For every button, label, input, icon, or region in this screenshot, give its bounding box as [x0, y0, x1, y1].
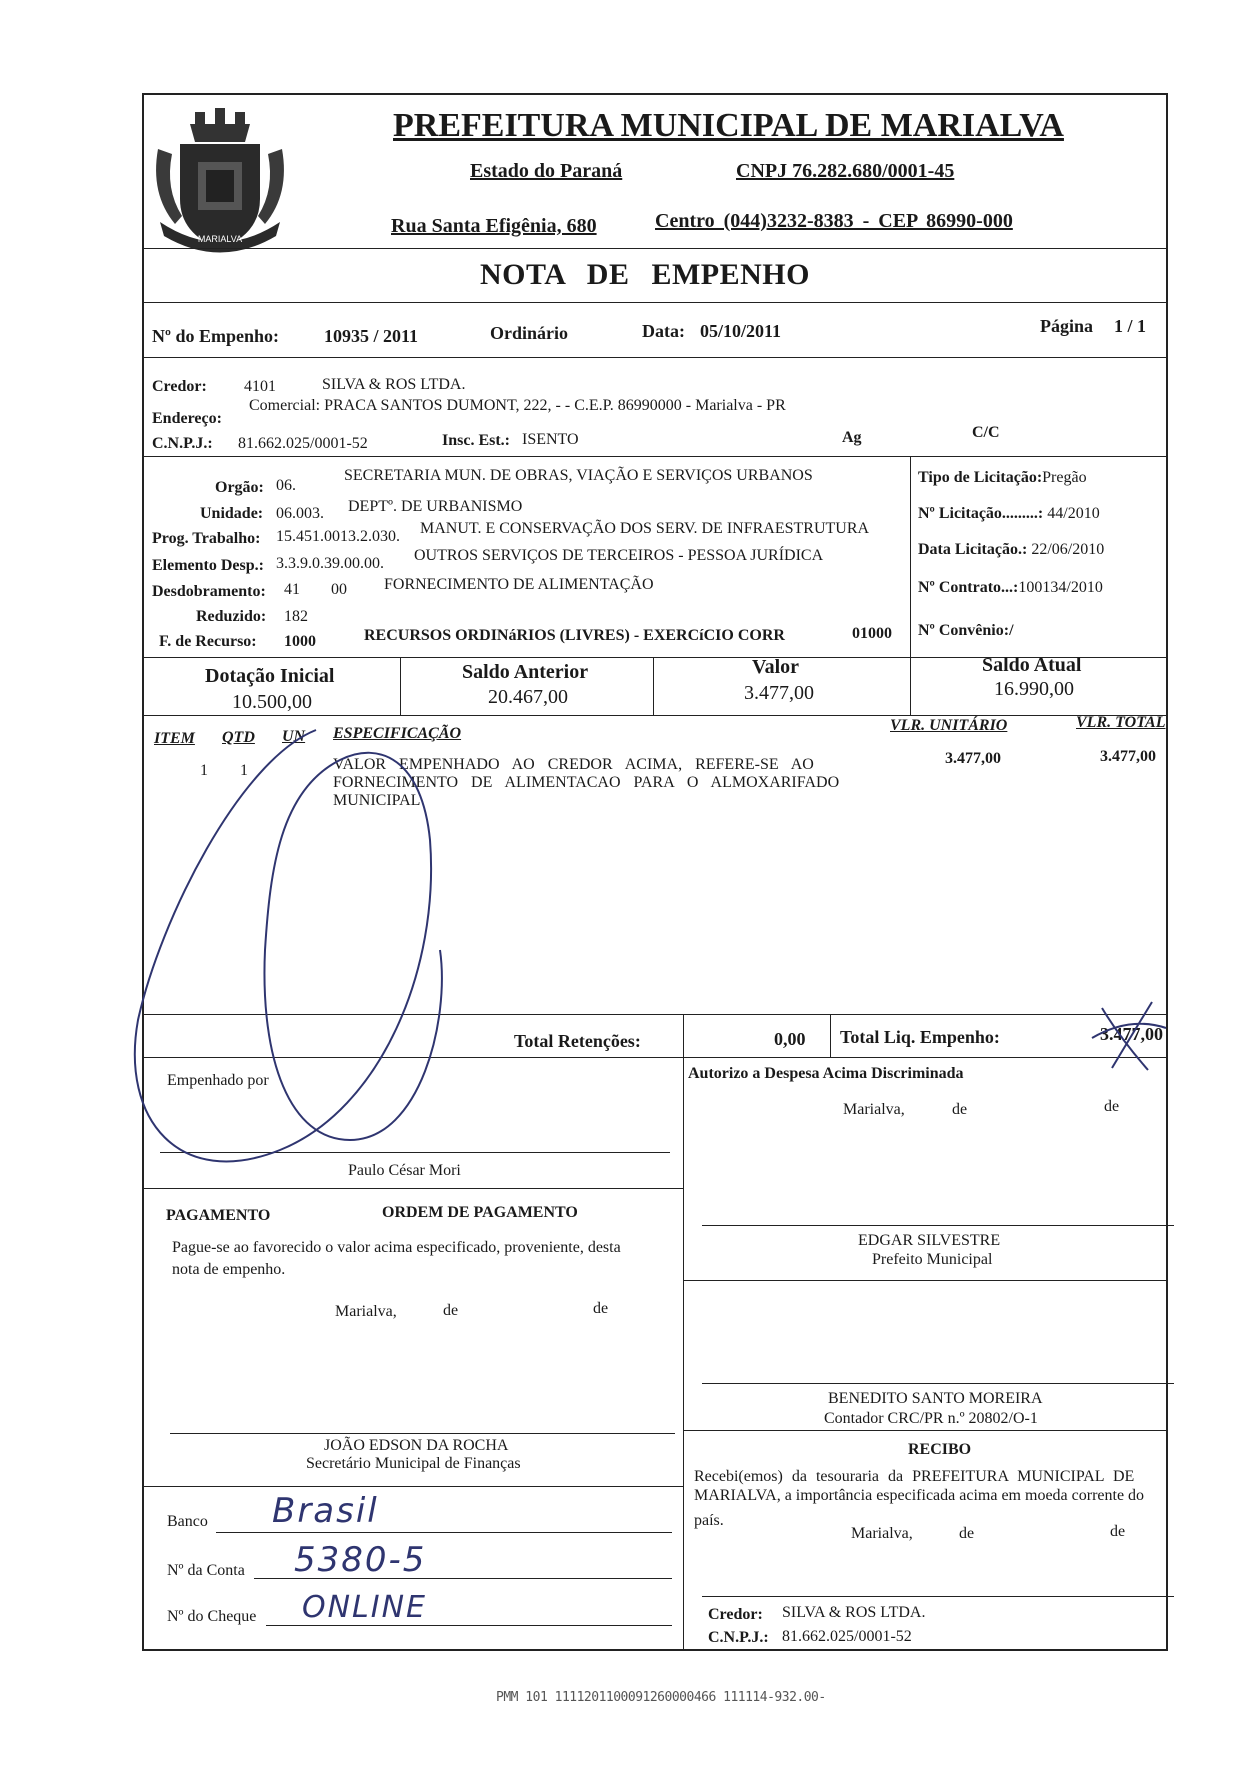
conta-value: 5380-5 — [294, 1540, 427, 1580]
recibo-cnpj-value: 81.662.025/0001-52 — [782, 1628, 912, 1645]
col-un: UN — [282, 728, 306, 745]
recibo-de-1: de — [959, 1525, 975, 1542]
liq-label: Total Liq. Empenho: — [840, 1027, 1000, 1047]
autorizo-de-1: de — [952, 1101, 968, 1118]
credor-label: Credor: — [152, 378, 207, 395]
recurso-label: F. de Recurso: — [159, 633, 257, 650]
credor-code: 4101 — [244, 378, 276, 395]
signature-scribble — [120, 720, 680, 1180]
ordem-pagamento-label: ORDEM DE PAGAMENTO — [382, 1204, 578, 1221]
desdobramento-sub: 00 — [331, 581, 347, 598]
cheque-value: ONLINE — [302, 1590, 428, 1625]
banco-value: Brasil — [272, 1491, 379, 1531]
banco-label: Banco — [167, 1513, 208, 1530]
org-address: Centro (044)3232-8383 - CEP 86990-000 — [655, 210, 1013, 232]
prefeito-name: EDGAR SILVESTRE — [858, 1232, 1001, 1249]
recibo-line-3: país. — [694, 1512, 724, 1529]
orgao-label: Orgão: — [215, 479, 264, 496]
item-desc-3: MUNICIPAL — [333, 792, 421, 809]
prog-desc: MANUT. E CONSERVAÇÃO DOS SERV. DE INFRAESTRUTURA — [420, 520, 870, 537]
liq-value: 3.477,00 — [1100, 1024, 1163, 1044]
item-vlr-unit: 3.477,00 — [945, 750, 1001, 767]
recibo-credor-label: Credor: — [708, 1606, 763, 1623]
recibo-title: RECIBO — [908, 1441, 972, 1458]
endereco-label: Endereço: — [152, 410, 222, 427]
col-espec: ESPECIFICAÇÃO — [333, 725, 462, 742]
item-vlr-total: 3.477,00 — [1100, 748, 1156, 765]
empenhado-label: Empenhado por — [167, 1072, 269, 1089]
desdobramento-desc: FORNECIMENTO DE ALIMENTAÇÃO — [384, 576, 654, 593]
pagamento-de-2: de — [593, 1300, 609, 1317]
coat-of-arms-logo — [150, 104, 290, 262]
saldo-anterior-value: 20.467,00 — [488, 686, 568, 708]
licitacao-number-label: Nº Licitação.........: 44/2010 — [918, 505, 1100, 522]
org-street: Rua Santa Efigênia, 680 — [391, 215, 597, 237]
pagamento-de-1: de — [443, 1302, 459, 1319]
endereco-value: Comercial: PRACA SANTOS DUMONT, 222, - - C.E.P. 86990000 - Marialva - PR — [249, 397, 786, 414]
reduzido-label: Reduzido: — [196, 608, 267, 625]
empenho-number: 10935 / 2011 — [324, 326, 419, 346]
prog-label: Prog. Trabalho: — [152, 530, 261, 547]
unidade-desc: DEPTº. DE URBANISMO — [348, 498, 523, 515]
item-qtd: 1 — [240, 762, 248, 779]
pagamento-label: PAGAMENTO — [166, 1207, 271, 1224]
date-label: Data: — [642, 321, 685, 341]
doc-title: NOTA DE EMPENHO — [480, 258, 810, 291]
recibo-line-2: MARIALVA, a importância especificada acima em moeda corrente do — [694, 1487, 1145, 1504]
valor-label: Valor — [752, 656, 800, 678]
recurso-code: 01000 — [852, 625, 892, 642]
ag-label: Ag — [842, 429, 862, 446]
orgao-desc: SECRETARIA MUN. DE OBRAS, VIAÇÃO E SERVIÇOS URBANOS — [344, 467, 813, 484]
dotacao-value: 10.500,00 — [232, 691, 312, 713]
empenhado-name: Paulo César Mori — [348, 1162, 461, 1179]
saldo-atual-value: 16.990,00 — [994, 678, 1074, 700]
recibo-city: Marialva, — [851, 1525, 913, 1542]
autorizo-city: Marialva, — [843, 1101, 905, 1118]
page-label: Página — [1040, 316, 1094, 336]
item-desc-1: VALOR EMPENHADO AO CREDOR ACIMA, REFERE-SE AO — [333, 756, 814, 773]
contador-title: Contador CRC/PR n.º 20802/O-1 — [824, 1410, 1038, 1427]
licitacao-type-label: Tipo de Licitação:Pregão — [918, 469, 1087, 486]
unidade-label: Unidade: — [200, 505, 264, 522]
insc-label: Insc. Est.: — [442, 432, 511, 449]
recurso-desc: RECURSOS ORDINáRIOS (LIVRES) - EXERCíCIO CORR — [364, 627, 785, 644]
org-cnpj: CNPJ 76.282.680/0001-45 — [736, 160, 955, 182]
dotacao-label: Dotação Inicial — [205, 665, 335, 687]
prefeito-title: Prefeito Municipal — [872, 1251, 993, 1268]
desdobramento-label: Desdobramento: — [152, 583, 266, 600]
pagamento-text-2: nota de empenho. — [172, 1261, 286, 1278]
col-qtd: QTD — [222, 729, 255, 746]
contrato-label: Nº Contrato...:100134/2010 — [918, 579, 1103, 596]
recibo-credor-value: SILVA & ROS LTDA. — [782, 1604, 926, 1621]
autorizo-de-2: de — [1104, 1098, 1120, 1115]
licitacao-date-label: Data Licitação.: 22/06/2010 — [918, 541, 1105, 558]
cc-label: C/C — [972, 424, 1000, 441]
recibo-line-1: Recebi(emos) da tesouraria da PREFEITURA MUNICIPAL DE — [694, 1468, 1135, 1485]
elemento-desc: OUTROS SERVIÇOS DE TERCEIROS - PESSOA JURÍDICA — [414, 547, 824, 564]
valor-value: 3.477,00 — [744, 682, 814, 704]
footer-code: PMM 101 1111201100091260000466 111114-932.00- — [496, 1690, 826, 1705]
item-desc-2: FORNECIMENTO DE ALIMENTACAO PARA O ALMOXARIFADO — [333, 774, 840, 791]
empenho-type: Ordinário — [490, 323, 569, 343]
convenio-label: Nº Convênio:/ — [918, 622, 1014, 639]
col-vlr-total: VLR. TOTAL — [1076, 714, 1166, 731]
orgao-value: 06. — [276, 477, 296, 494]
contador-name: BENEDITO SANTO MOREIRA — [828, 1390, 1043, 1407]
saldo-atual-label: Saldo Atual — [982, 654, 1082, 676]
desdobramento-value: 41 — [284, 581, 300, 598]
cnpj-value: 81.662.025/0001-52 — [238, 435, 368, 452]
recibo-de-2: de — [1110, 1523, 1126, 1540]
col-vlr-unit: VLR. UNITÁRIO — [890, 717, 1008, 734]
cheque-label: Nº do Cheque — [167, 1608, 257, 1625]
date-value: 05/10/2011 — [700, 321, 782, 341]
saldo-anterior-label: Saldo Anterior — [462, 661, 589, 683]
secretario-name: JOÃO EDSON DA ROCHA — [324, 1437, 509, 1454]
seal-text: MARIALVA — [197, 234, 243, 244]
check-mark-scribble — [1090, 998, 1170, 1078]
pagamento-city: Marialva, — [335, 1303, 397, 1320]
insc-value: ISENTO — [522, 431, 579, 448]
empenho-label: Nº do Empenho: — [152, 326, 279, 346]
col-item: ITEM — [154, 730, 195, 747]
recurso-value: 1000 — [284, 633, 316, 650]
pagamento-text-1: Pague-se ao favorecido o valor acima especificado, proveniente, desta — [172, 1239, 621, 1256]
org-title: PREFEITURA MUNICIPAL DE MARIALVA — [393, 107, 1064, 144]
retencoes-value: 0,00 — [774, 1029, 806, 1049]
unidade-value: 06.003. — [276, 505, 324, 522]
reduzido-value: 182 — [284, 608, 308, 625]
recibo-cnpj-label: C.N.P.J.: — [708, 1629, 769, 1646]
retencoes-label: Total Retenções: — [514, 1031, 641, 1051]
credor-name: SILVA & ROS LTDA. — [322, 376, 466, 393]
item-number: 1 — [200, 762, 208, 779]
secretario-title: Secretário Municipal de Finanças — [306, 1455, 521, 1472]
state-name: Estado do Paraná — [470, 160, 623, 182]
cnpj-label: C.N.P.J.: — [152, 435, 213, 452]
prog-value: 15.451.0013.2.030. — [276, 528, 400, 545]
elemento-label: Elemento Desp.: — [152, 557, 264, 574]
autorizo-label: Autorizo a Despesa Acima Discriminada — [688, 1065, 964, 1082]
page-value: 1 / 1 — [1114, 316, 1147, 336]
conta-label: Nº da Conta — [167, 1562, 245, 1579]
elemento-value: 3.3.9.0.39.00.00. — [276, 555, 384, 572]
